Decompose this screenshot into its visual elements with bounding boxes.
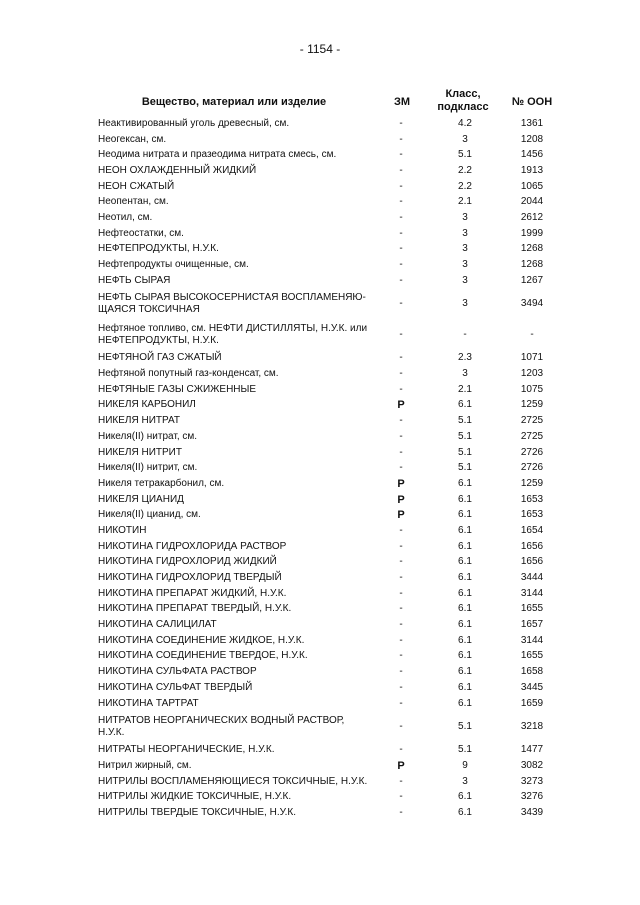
substance-name-cell: НИКОТИНА САЛИЦИЛАТ: [98, 619, 217, 631]
table-row: [98, 633, 578, 649]
table-row: [98, 711, 578, 742]
class-cell: -: [463, 329, 467, 341]
un-number-cell: 2726: [520, 462, 544, 474]
un-number-cell: 3144: [520, 634, 544, 646]
table-row: [98, 602, 578, 618]
table-row: [98, 789, 578, 805]
page-number: - 1154 -: [299, 42, 341, 56]
un-number-cell: 1653: [520, 509, 544, 521]
marine-pollutant-cell: -: [399, 149, 403, 161]
marine-pollutant-cell: -: [399, 211, 403, 223]
marine-pollutant-cell: -: [399, 180, 403, 192]
substance-name-cell: Нефтяное топливо, см. НЕФТИ ДИСТИЛЛЯТЫ, Н.У.К. или НЕФТЕПРОДУКТЫ, Н.У.К.: [98, 323, 368, 347]
un-number-cell: 1653: [520, 493, 544, 505]
table-row: [98, 429, 578, 445]
table-row: [98, 445, 578, 461]
class-cell: 9: [462, 759, 468, 771]
class-cell: 6.1: [458, 540, 472, 552]
marine-pollutant-cell: -: [399, 259, 403, 271]
substance-name-cell: НИКОТИНА СУЛЬФАТА РАСТВОР: [98, 666, 257, 678]
marine-pollutant-cell: -: [399, 430, 403, 442]
un-number-cell: 3444: [520, 572, 544, 584]
substance-name-cell: НИКЕЛЯ ЦИАНИД: [98, 493, 184, 505]
substance-name-cell: НЕОН СЖАТЫЙ: [98, 180, 175, 192]
marine-pollutant-cell: -: [399, 227, 403, 239]
table-row: [98, 366, 578, 382]
marine-pollutant-cell: -: [399, 540, 403, 552]
substance-name-cell: Неактивированный уголь древесный, см.: [98, 117, 290, 129]
class-cell: 2.3: [458, 352, 472, 364]
class-cell: 6.1: [458, 806, 472, 818]
table-row: [98, 147, 578, 163]
marine-pollutant-cell: -: [399, 720, 403, 732]
un-number-cell: 1361: [520, 117, 544, 129]
substance-name-cell: НЕФТЯНЫЕ ГАЗЫ СЖИЖЕННЫЕ: [98, 383, 257, 395]
un-number-cell: 1456: [520, 149, 544, 161]
table-row: [98, 476, 578, 492]
class-cell: 6.1: [458, 666, 472, 678]
substance-name-cell: НИКОТИНА ГИДРОХЛОРИДА РАСТВОР: [98, 540, 287, 552]
substance-name-cell: НИКЕЛЯ НИТРИТ: [98, 446, 182, 458]
marine-pollutant-cell: P: [397, 509, 405, 522]
table-row: [98, 617, 578, 633]
substance-name-cell: НИТРИЛЫ ЖИДКИЕ ТОКСИЧНЫЕ, Н.У.К.: [98, 791, 292, 803]
substance-name-cell: Нефтеостатки, см.: [98, 227, 184, 239]
table-row: [98, 586, 578, 602]
marine-pollutant-cell: -: [399, 806, 403, 818]
substance-name-cell: НИКОТИНА СУЛЬФАТ ТВЕРДЫЙ: [98, 681, 253, 693]
substance-name-cell: Неогексан, см.: [98, 133, 167, 145]
table-row: [98, 460, 578, 476]
table-row: [98, 273, 578, 289]
marine-pollutant-cell: P: [397, 477, 405, 490]
marine-pollutant-cell: -: [399, 243, 403, 255]
un-number-cell: 1655: [520, 650, 544, 662]
class-cell: 6.1: [458, 556, 472, 568]
un-number-cell: 2612: [520, 211, 544, 223]
un-number-cell: 1913: [520, 164, 544, 176]
table-row: [98, 194, 578, 210]
marine-pollutant-cell: -: [399, 572, 403, 584]
substance-name-cell: НИКОТИН: [98, 524, 147, 536]
un-number-cell: 3218: [520, 720, 544, 732]
un-number-cell: 1477: [520, 744, 544, 756]
un-number-cell: 1654: [520, 524, 544, 536]
table-row: [98, 680, 578, 696]
marine-pollutant-cell: -: [399, 681, 403, 693]
un-number-cell: 3276: [520, 791, 544, 803]
un-number-cell: 1208: [520, 133, 544, 145]
un-number-cell: 1657: [520, 619, 544, 631]
header-mp: ЗМ: [393, 96, 411, 108]
un-number-cell: 3445: [520, 681, 544, 693]
substance-name-cell: НИКОТИНА ПРЕПАРАТ ЖИДКИЙ, Н.У.К.: [98, 587, 287, 599]
marine-pollutant-cell: -: [399, 524, 403, 536]
substance-name-cell: НИКОТИНА ГИДРОХЛОРИД ТВЕРДЫЙ: [98, 572, 282, 584]
substance-name-cell: НИКЕЛЯ КАРБОНИЛ: [98, 399, 196, 411]
substance-name-cell: НЕФТЬ СЫРАЯ ВЫСОКОСЕРНИСТАЯ ВОСПЛАМЕНЯЮ-ЩАЯСЯ ТОКСИЧНАЯ: [98, 292, 366, 316]
marine-pollutant-cell: -: [399, 650, 403, 662]
un-number-cell: 1655: [520, 603, 544, 615]
marine-pollutant-cell: -: [399, 666, 403, 678]
table-row: [98, 242, 578, 258]
substance-name-cell: НИТРАТОВ НЕОРГАНИЧЕСКИХ ВОДНЫЙ РАСТВОР, Н.У.К.: [98, 714, 345, 738]
un-number-cell: 1071: [520, 352, 544, 364]
class-cell: 5.1: [458, 415, 472, 427]
substance-name-cell: НИКОТИНА ГИДРОХЛОРИД ЖИДКИЙ: [98, 556, 277, 568]
substance-name-cell: НИКЕЛЯ НИТРАТ: [98, 415, 180, 427]
marine-pollutant-cell: -: [399, 383, 403, 395]
class-cell: 6.1: [458, 634, 472, 646]
un-number-cell: 3273: [520, 775, 544, 787]
un-number-cell: 2725: [520, 415, 544, 427]
table-row: [98, 398, 578, 414]
substance-name-cell: НИТРИЛЫ ВОСПЛАМЕНЯЮЩИЕСЯ ТОКСИЧНЫЕ, Н.У.К.: [98, 775, 368, 787]
table-row: [98, 539, 578, 555]
table-row: [98, 226, 578, 242]
substance-table: [98, 116, 578, 821]
class-cell: 3: [462, 298, 468, 310]
un-number-cell: 1203: [520, 368, 544, 380]
substance-name-cell: Нитрил жирный, см.: [98, 759, 192, 771]
marine-pollutant-cell: -: [399, 697, 403, 709]
marine-pollutant-cell: P: [397, 759, 405, 772]
un-number-cell: 1656: [520, 540, 544, 552]
substance-name-cell: НЕФТЯНОЙ ГАЗ СЖАТЫЙ: [98, 352, 222, 364]
substance-name-cell: НЕФТЬ СЫРАЯ: [98, 274, 171, 286]
table-row: [98, 413, 578, 429]
marine-pollutant-cell: -: [399, 196, 403, 208]
class-cell: 5.1: [458, 446, 472, 458]
substance-name-cell: НИКОТИНА ТАРТРАТ: [98, 697, 199, 709]
marine-pollutant-cell: -: [399, 619, 403, 631]
table-row: [98, 696, 578, 712]
class-cell: 5.1: [458, 149, 472, 161]
marine-pollutant-cell: -: [399, 775, 403, 787]
class-cell: 6.1: [458, 697, 472, 709]
class-cell: 6.1: [458, 493, 472, 505]
un-number-cell: 1075: [520, 383, 544, 395]
class-cell: 3: [462, 133, 468, 145]
class-cell: 6.1: [458, 650, 472, 662]
table-row: [98, 179, 578, 195]
un-number-cell: 1259: [520, 477, 544, 489]
un-number-cell: 1656: [520, 556, 544, 568]
class-cell: 6.1: [458, 681, 472, 693]
class-cell: 5.1: [458, 720, 472, 732]
table-row: [98, 116, 578, 132]
un-number-cell: 1999: [520, 227, 544, 239]
un-number-cell: 2725: [520, 430, 544, 442]
un-number-cell: 2044: [520, 196, 544, 208]
marine-pollutant-cell: -: [399, 603, 403, 615]
un-number-cell: -: [530, 329, 534, 341]
class-cell: 3: [462, 227, 468, 239]
class-cell: 3: [462, 368, 468, 380]
table-row: [98, 805, 578, 821]
substance-name-cell: НИКОТИНА ПРЕПАРАТ ТВЕРДЫЙ, Н.У.К.: [98, 603, 292, 615]
class-cell: 4.2: [458, 117, 472, 129]
table-row: [98, 163, 578, 179]
marine-pollutant-cell: -: [399, 744, 403, 756]
class-cell: 6.1: [458, 509, 472, 521]
marine-pollutant-cell: -: [399, 368, 403, 380]
table-row: [98, 210, 578, 226]
un-number-cell: 1065: [520, 180, 544, 192]
table-row: [98, 555, 578, 571]
table-row: [98, 492, 578, 508]
substance-name-cell: Неотил, см.: [98, 211, 153, 223]
class-cell: 6.1: [458, 572, 472, 584]
table-row: [98, 758, 578, 774]
table-row: [98, 132, 578, 148]
un-number-cell: 3494: [520, 298, 544, 310]
marine-pollutant-cell: -: [399, 587, 403, 599]
substance-name-cell: НЕФТЕПРОДУКТЫ, Н.У.К.: [98, 243, 219, 255]
substance-name-cell: НИТРИЛЫ ТВЕРДЫЕ ТОКСИЧНЫЕ, Н.У.К.: [98, 806, 297, 818]
class-cell: 6.1: [458, 587, 472, 599]
substance-name-cell: Неопентан, см.: [98, 196, 169, 208]
un-number-cell: 3144: [520, 587, 544, 599]
table-row: [98, 570, 578, 586]
substance-name-cell: НИКОТИНА СОЕДИНЕНИЕ ЖИДКОЕ, Н.У.К.: [98, 634, 305, 646]
substance-name-cell: Никеля(II) нитрит, см.: [98, 462, 198, 474]
class-cell: 5.1: [458, 744, 472, 756]
marine-pollutant-cell: -: [399, 634, 403, 646]
table-row: [98, 774, 578, 790]
class-cell: 3: [462, 274, 468, 286]
table-row: [98, 320, 578, 351]
table-row: [98, 382, 578, 398]
substance-name-cell: Никеля(II) цианид, см.: [98, 509, 201, 521]
table-row: [98, 257, 578, 273]
marine-pollutant-cell: -: [399, 446, 403, 458]
substance-name-cell: Никеля тетракарбонил, см.: [98, 477, 225, 489]
class-cell: 3: [462, 243, 468, 255]
table-row: [98, 664, 578, 680]
substance-name-cell: Нефтяной попутный газ-конденсат, см.: [98, 368, 279, 380]
marine-pollutant-cell: -: [399, 133, 403, 145]
substance-name-cell: НЕОН ОХЛАЖДЕННЫЙ ЖИДКИЙ: [98, 164, 257, 176]
class-cell: 6.1: [458, 399, 472, 411]
header-un-number: № ООН: [511, 96, 553, 108]
table-row: [98, 351, 578, 367]
class-cell: 2.2: [458, 180, 472, 192]
class-cell: 5.1: [458, 462, 472, 474]
table-row: [98, 523, 578, 539]
class-cell: 2.1: [458, 383, 472, 395]
marine-pollutant-cell: -: [399, 556, 403, 568]
marine-pollutant-cell: -: [399, 329, 403, 341]
marine-pollutant-cell: -: [399, 117, 403, 129]
un-number-cell: 1658: [520, 666, 544, 678]
marine-pollutant-cell: P: [397, 399, 405, 412]
header-substance: Вещество, материал или изделие: [141, 96, 327, 108]
table-row: [98, 742, 578, 758]
marine-pollutant-cell: -: [399, 352, 403, 364]
un-number-cell: 1259: [520, 399, 544, 411]
header-class: Класс, подкласс: [437, 88, 489, 113]
class-cell: 6.1: [458, 524, 472, 536]
marine-pollutant-cell: -: [399, 462, 403, 474]
un-number-cell: 1268: [520, 259, 544, 271]
marine-pollutant-cell: -: [399, 415, 403, 427]
marine-pollutant-cell: -: [399, 298, 403, 310]
class-cell: 6.1: [458, 477, 472, 489]
marine-pollutant-cell: -: [399, 274, 403, 286]
class-cell: 2.2: [458, 164, 472, 176]
un-number-cell: 1659: [520, 697, 544, 709]
table-row: [98, 649, 578, 665]
class-cell: 3: [462, 775, 468, 787]
class-cell: 6.1: [458, 619, 472, 631]
class-cell: 5.1: [458, 430, 472, 442]
table-row: [98, 507, 578, 523]
substance-name-cell: Никеля(II) нитрат, см.: [98, 430, 198, 442]
class-cell: 6.1: [458, 603, 472, 615]
marine-pollutant-cell: -: [399, 791, 403, 803]
substance-name-cell: Неодима нитрата и празеодима нитрата смесь, см.: [98, 149, 337, 161]
class-cell: 6.1: [458, 791, 472, 803]
marine-pollutant-cell: P: [397, 493, 405, 506]
un-number-cell: 2726: [520, 446, 544, 458]
table-row: [98, 289, 578, 320]
un-number-cell: 3082: [520, 759, 544, 771]
class-cell: 3: [462, 211, 468, 223]
un-number-cell: 3439: [520, 806, 544, 818]
marine-pollutant-cell: -: [399, 164, 403, 176]
substance-name-cell: Нефтепродукты очищенные, см.: [98, 259, 249, 271]
substance-name-cell: НИКОТИНА СОЕДИНЕНИЕ ТВЕРДОЕ, Н.У.К.: [98, 650, 308, 662]
un-number-cell: 1267: [520, 274, 544, 286]
class-cell: 3: [462, 259, 468, 271]
un-number-cell: 1268: [520, 243, 544, 255]
class-cell: 2.1: [458, 196, 472, 208]
substance-name-cell: НИТРАТЫ НЕОРГАНИЧЕСКИЕ, Н.У.К.: [98, 744, 275, 756]
